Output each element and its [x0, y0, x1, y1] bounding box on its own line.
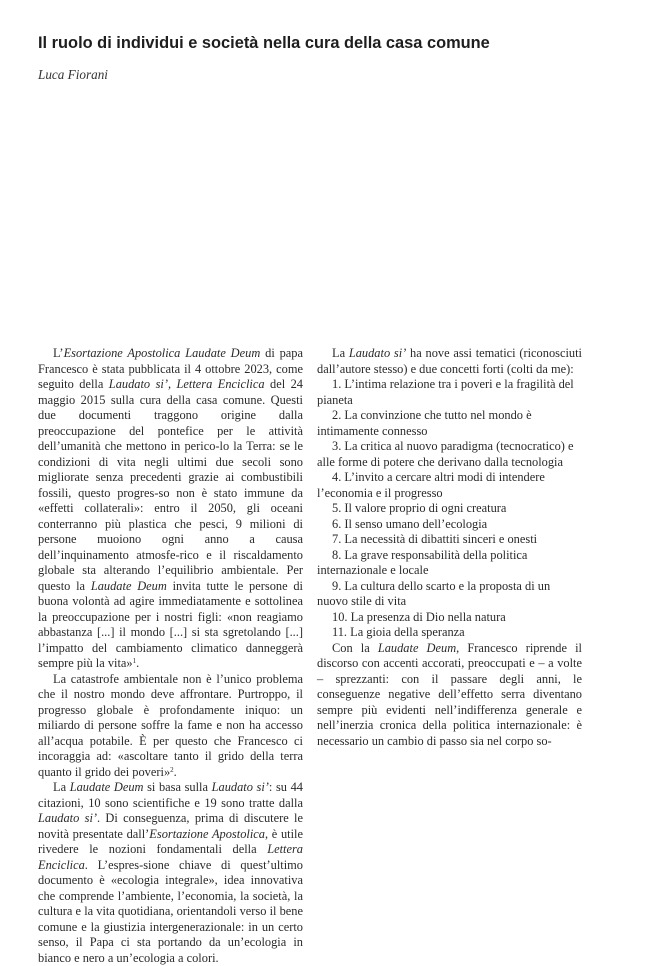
list-item: 5. Il valore proprio di ogni creatura [332, 501, 507, 515]
list-item: 8. La grave responsabilità della politica internazionale e locale [317, 547, 528, 577]
paragraph-laudato-si: La Laudate Deum si basa sulla Laudato si’: su 44 citazioni, 10 sono scientifiche e 19 sono tratte dalla Laudato si’. Di conseguenza, prima di discutere le novità presentate dall’Esortazione Apostolica, è utile rivedere le nozioni fondamentali della Lettera Enciclica. L’espres-sione chiave di quest’ultimo documento è «ecologia integrale», idea innovativa che comprende l’ambiente, l’economia, la società, la cultura e la vita quotidiana, orientandoli verso il bene comune e la giustizia intergenerazionale: in un certo senso, il Papa ci sta portando da un’ecologia in bianco e nero a un’ecologia a colori. [38, 780, 303, 965]
list-item: 9. La cultura dello scarto e la proposta di un nuovo stile di vita [317, 578, 551, 608]
list-item: 6. Il senso umano dell’ecologia [332, 516, 488, 531]
text-column-left [38, 346, 303, 966]
list-item: 3. La critica al nuovo paradigma (tecnocratico) e alle forme di potere che derivano dalla tecnologia [317, 439, 574, 469]
footnote-marker[interactable]: 2 [170, 765, 174, 774]
article-title: Il ruolo di individui e società nella cura della casa comune [38, 34, 490, 52]
article-author: Luca Fiorani [38, 67, 108, 82]
paragraph-laudate-deum: Con la Laudate Deum, Francesco riprende il discorso con accenti accorati, preoccupati e – a volte – sprezzanti: con il passare degli anni, le conseguenze negative dell’effetto serra diventano sempre più evidenti nell’indifferenza generale e nell’inerzia cronica della politica internazionale: è necessario un cambio di passo sia nel corpo so- [317, 640, 582, 748]
footnote-marker[interactable]: 1 [132, 657, 137, 665]
paragraph-poverty: La catastrofe ambientale non è l’unico problema che il nostro mondo deve affrontare. Purtroppo, il progresso globale è profondamente iniquo: un miliardo di persone soffre la fame e non ha accesso all’acqua potabile. È per questo che Francesco ci incoraggia ad: «ascoltare tanto il grido della terra quanto il grido dei poveri»$^2$. [38, 671, 303, 779]
text-column-right [317, 346, 582, 749]
list-item: 1. L’intima relazione tra i poveri e la fragilità del pianeta [317, 377, 574, 407]
paragraph-intro: L’Esortazione Apostolica Laudate Deum di papa Francesco è stata pubblicata il 4 ottobre 2023, come seguito della Laudato si’, Lettera Enciclica del 24 maggio 2015 sulla cura della casa comune. Questi due documenti traggono origine dalla preoccupazione del pontefice per le attività dell’umanità che mettono in perico-lo la Terra: se le condizioni di vita negli ultimi due secoli sono migliorate senza precedenti grazie ai combustibili fossili, questo progres-so non è stato immune da «effetti collaterali»: entro il 2050, gli oceani conterranno più plastica che pesci, 9 milioni di persone muoiono ogni anno a causa dell’inquinamento atmosfe-rico e il riscaldamento globale sta alterando l’equilibrio ambientale. Per questo la Laudate Deum invita tutte le persone di buona volontà ad agire immediatamente e sottolinea la preoccupazione per i nostri figli: «non reagiamo abbastanza [...] il mondo [...] si sta sgretolando [...] l’impatto del cambiamento climatico danneggerà sempre più la vita»$^1$. [38, 346, 303, 670]
themes-list [317, 377, 582, 641]
list-item: 4. L’invito a cercare altri modi di intendere l’economia e il progresso [317, 470, 545, 500]
list-item: 7. La necessità di dibattiti sinceri e onesti [332, 532, 538, 546]
list-item: 2. La convinzione che tutto nel mondo è intimamente connesso [317, 408, 532, 438]
list-item: 10. La presenza di Dio nella natura [332, 609, 506, 624]
list-item: 11. La gioia della speranza [332, 625, 465, 639]
paragraph-themes-intro: La Laudato si’ ha nove assi tematici (riconosciuti dall’autore stesso) e due concetti forti (colti da me): [317, 346, 582, 376]
